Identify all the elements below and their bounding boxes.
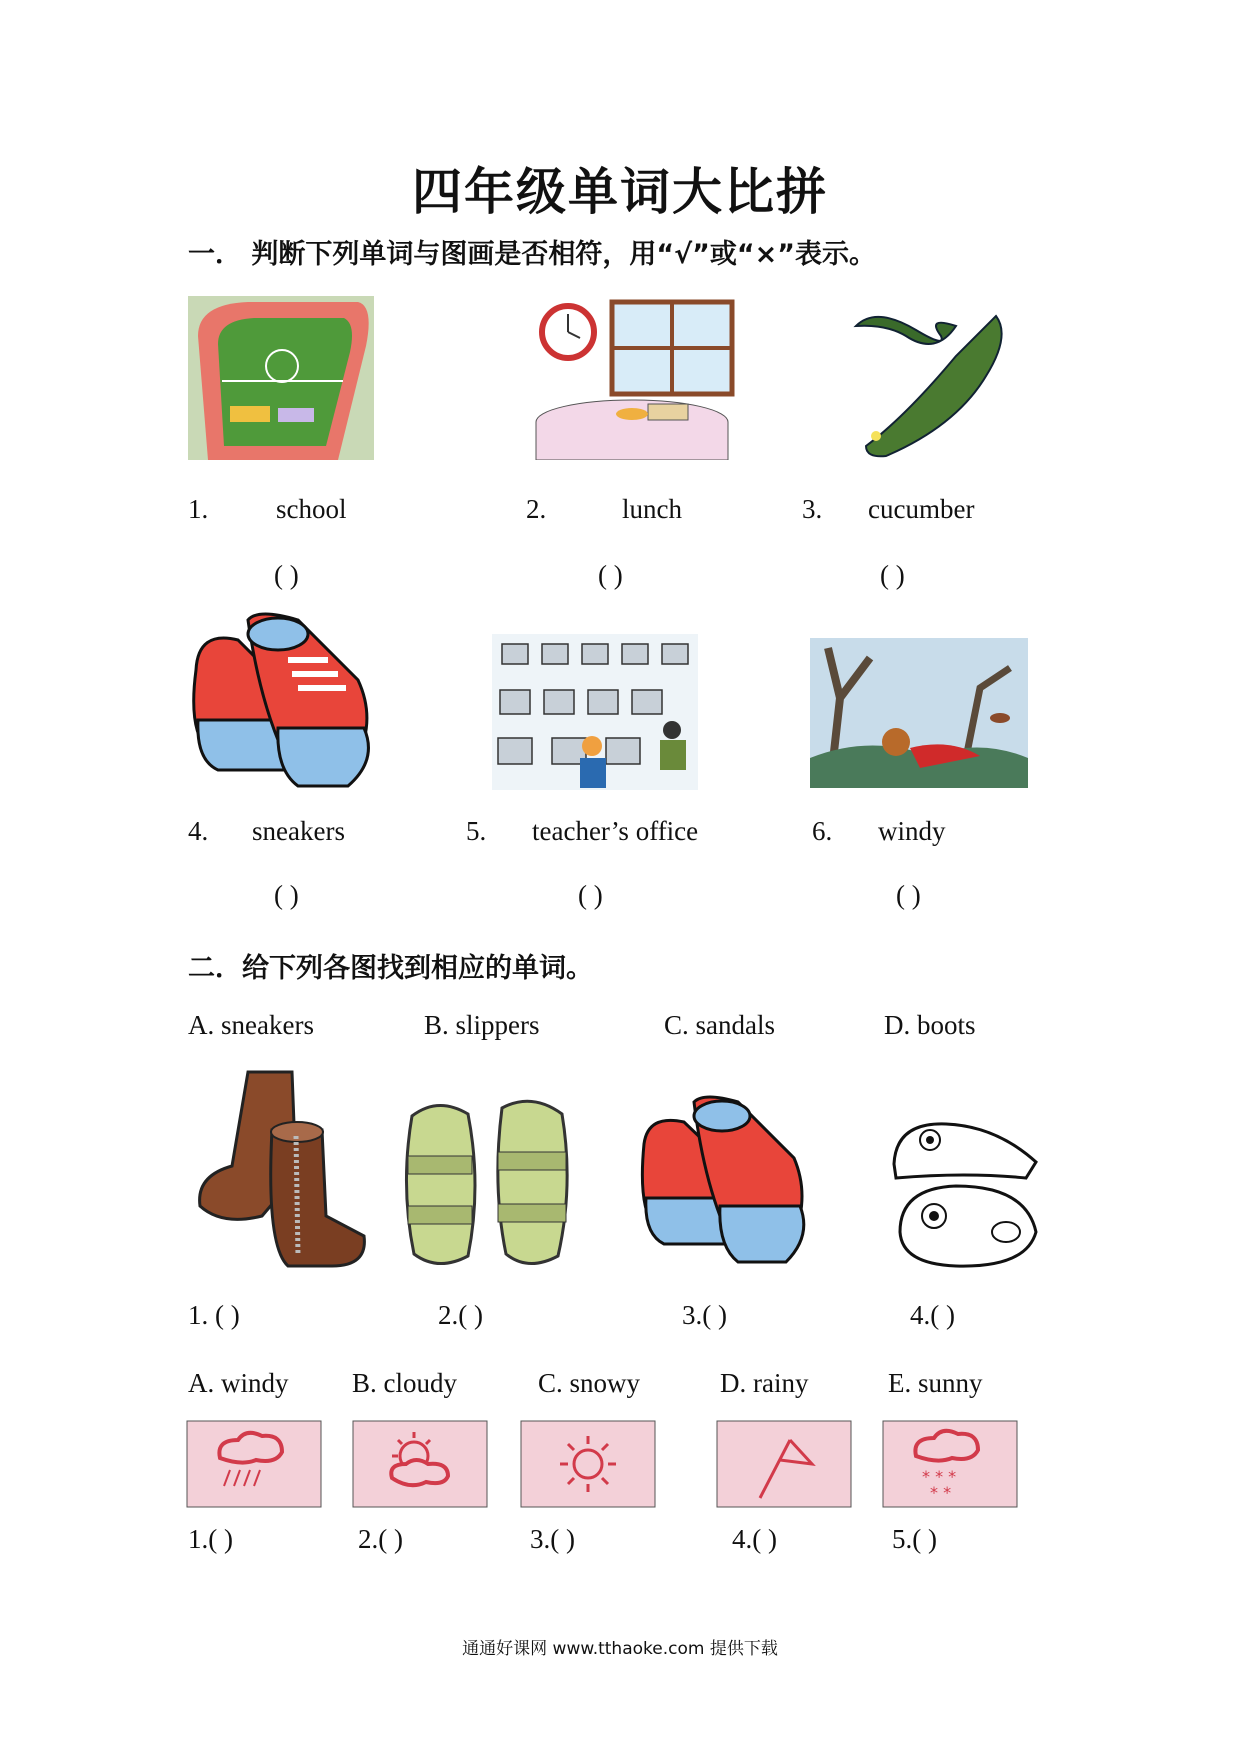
item6-answer-blank[interactable]: ( ) [896,880,921,910]
weather-answer-3[interactable]: 3.( ) [530,1524,575,1554]
slippers-icon [886,1112,1044,1270]
shoe-option-b: B. slippers [424,1010,540,1040]
weather-answer-1[interactable]: 1.( ) [188,1524,233,1554]
weather-option-e: E. sunny [888,1368,983,1398]
cucumber-icon [846,296,1008,460]
section1-heading: 一． 判断下列单词与图画是否相符，用“√”或“×”表示。 [188,239,877,270]
shoe-option-d: D. boots [884,1010,976,1040]
page-title: 四年级单词大比拼 [412,163,828,221]
item6-number: 6. [812,816,833,846]
section2-heading: 二．给下列各图找到相应的单词。 [188,953,593,984]
weather-option-c: C. snowy [538,1368,641,1398]
shoes-sneakers-icon [638,1094,808,1270]
item4-word: sneakers [252,816,345,846]
shoe-answer-3[interactable]: 3.( ) [682,1300,727,1330]
computer-room-icon [492,634,698,790]
item4-number: 4. [188,816,209,846]
shoe-answer-1[interactable]: 1. ( ) [188,1300,240,1330]
weather-answer-5[interactable]: 5.( ) [892,1524,937,1554]
item6-word: windy [878,816,946,846]
sneakers-icon [188,610,374,794]
item5-word: teacher’s office [532,816,699,846]
sun-icon [520,1420,656,1508]
footer-source: 通通好课网 www.tthaoke.com 提供下载 [462,1639,778,1659]
weather-answer-2[interactable]: 2.( ) [358,1524,403,1554]
shoe-option-c: C. sandals [664,1010,775,1040]
weather-answer-4[interactable]: 4.( ) [732,1524,777,1554]
item1-answer-blank[interactable]: ( ) [274,560,299,590]
item4-answer-blank[interactable]: ( ) [274,880,299,910]
item1-word: school [276,494,347,524]
sandals-icon [398,1096,578,1270]
weather-option-a: A. windy [188,1368,289,1398]
shoe-answer-2[interactable]: 2.( ) [438,1300,483,1330]
rainy-cloud-icon [186,1420,322,1508]
lunch-table-icon [522,296,740,460]
item1-number: 1. [188,494,209,524]
svg-text:* *: * * [930,1483,952,1502]
item3-answer-blank[interactable]: ( ) [880,560,905,590]
boots-icon [192,1066,368,1270]
weather-option-d: D. rainy [720,1368,809,1398]
snowy-cloud-icon [882,1420,1018,1508]
item3-number: 3. [802,494,823,524]
sports-field-icon [188,296,374,460]
item5-number: 5. [466,816,487,846]
item5-answer-blank[interactable]: ( ) [578,880,603,910]
cloudy-sun-icon [352,1420,488,1508]
shoe-answer-4[interactable]: 4.( ) [910,1300,955,1330]
svg-text:* * *: * * * [922,1467,957,1486]
item2-answer-blank[interactable]: ( ) [598,560,623,590]
weather-option-b: B. cloudy [352,1368,457,1398]
wind-flag-icon [716,1420,852,1508]
windy-scene-icon [810,638,1028,788]
item3-word: cucumber [868,494,975,524]
shoe-option-a: A. sneakers [188,1010,314,1040]
item2-word: lunch [622,494,682,524]
item2-number: 2. [526,494,547,524]
